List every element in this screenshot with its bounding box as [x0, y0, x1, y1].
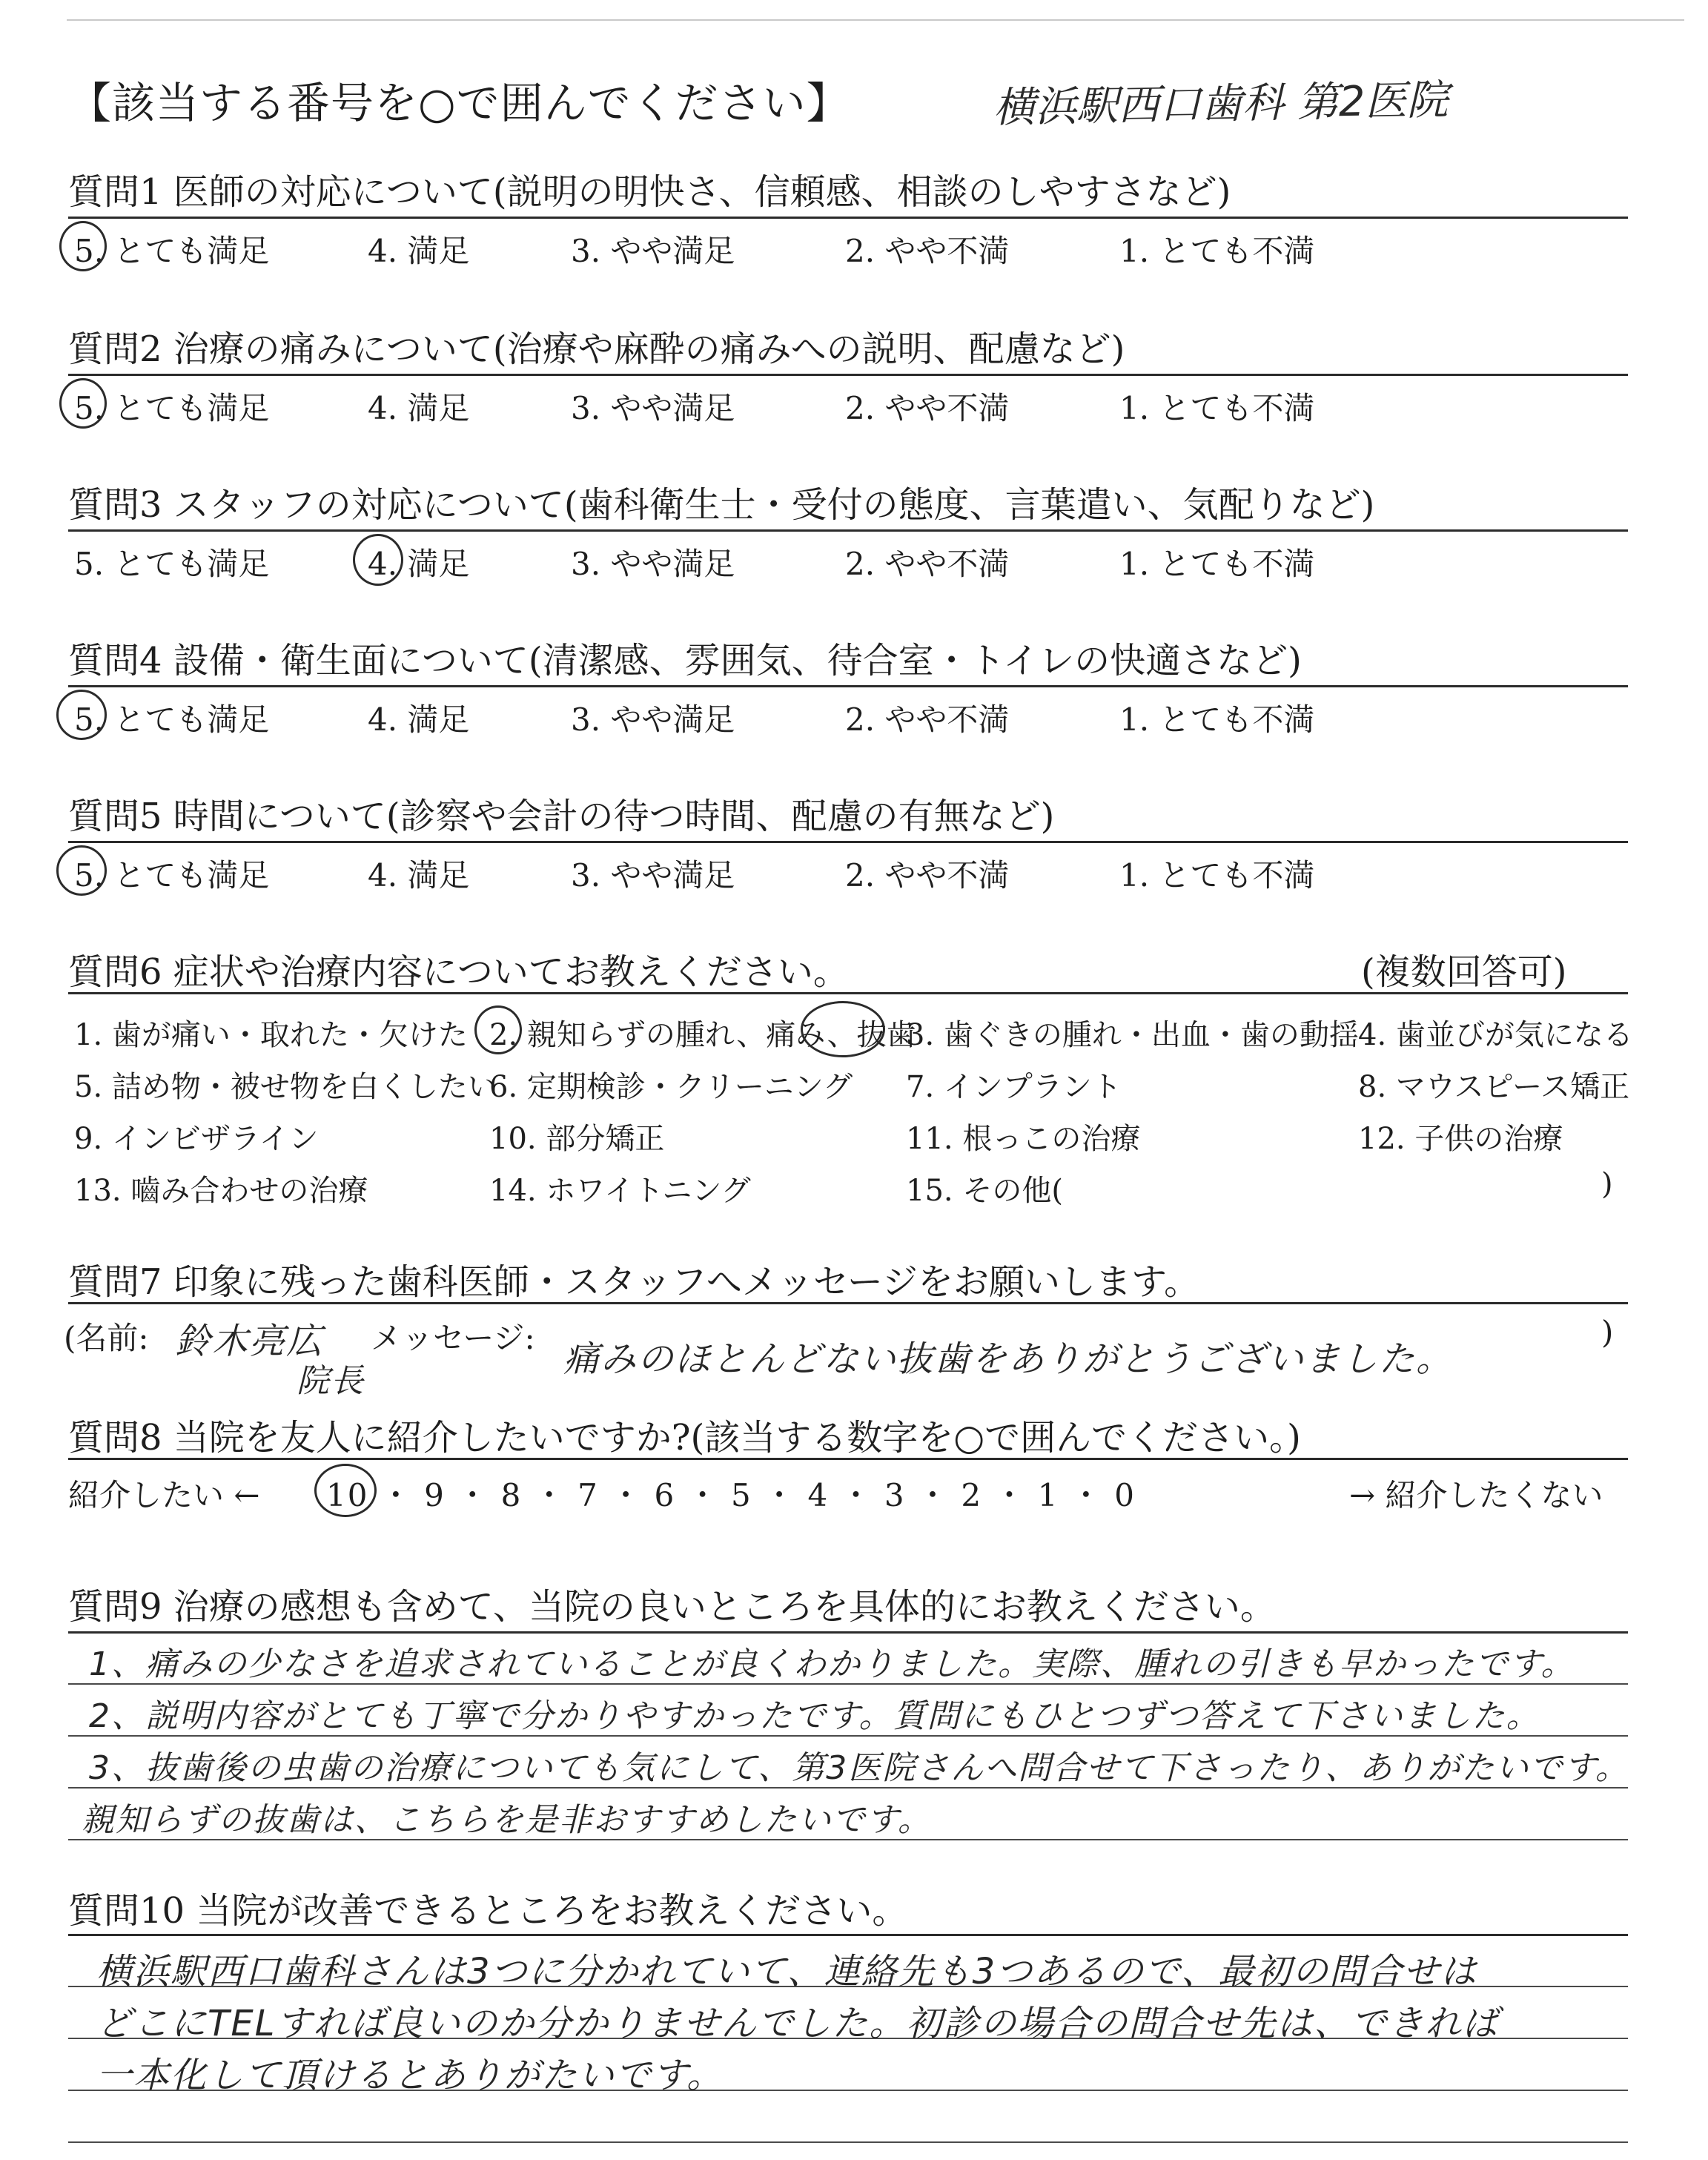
- selection-circle: [56, 845, 107, 896]
- question-7-label: 質問7 印象に残った歯科医師・スタッフへメッセージをお願いします。: [68, 1261, 1200, 1303]
- answer-text[interactable]: 一本化して頂けるとありがたいです。: [96, 2055, 724, 2096]
- recommend-right-label: → 紹介したくない: [1349, 1477, 1603, 1513]
- scale-number[interactable]: 3: [884, 1477, 906, 1513]
- q1-option-4[interactable]: 4. 満足: [368, 233, 470, 269]
- scale-number[interactable]: 6: [654, 1477, 676, 1513]
- scale-number[interactable]: 5: [730, 1477, 752, 1513]
- question-8-rule: [68, 1458, 1628, 1460]
- selection-circle: [801, 1001, 885, 1057]
- question-5-label: 質問5 時間について(診察や会計の待つ時間、配慮の有無など): [68, 796, 1055, 837]
- question-9-label: 質問9 治療の感想も含めて、当院の良いところを具体的にお教えください。: [68, 1586, 1276, 1628]
- question-8-label: 質問8 当院を友人に紹介したいですか?(該当する数字を○で囲んでください。): [68, 1417, 1301, 1459]
- q1-option-2[interactable]: 2. やや不満: [845, 233, 1010, 269]
- question-5-rule: [68, 841, 1628, 843]
- q4-option-2[interactable]: 2. やや不満: [845, 701, 1010, 738]
- q6-option[interactable]: 7. インプラント: [906, 1070, 1122, 1104]
- q1-option-1[interactable]: 1. とても不満: [1119, 233, 1315, 269]
- name-value[interactable]: 鈴木亮広: [175, 1321, 324, 1362]
- answer-text[interactable]: 3、抜歯後の虫歯の治療についても気にして、第3医院さんへ問合せて下さったり、ありがたいです。: [89, 1749, 1629, 1787]
- message-close: ): [1601, 1314, 1614, 1350]
- q6-option[interactable]: 1. 歯が痛い・取れた・欠けた: [74, 1018, 468, 1052]
- question-1-rule: [68, 217, 1628, 219]
- q6-option[interactable]: 13. 嚙み合わせの治療: [74, 1174, 368, 1208]
- selection-circle: [314, 1464, 377, 1517]
- recommend-left-label: 紹介したい ←: [68, 1477, 260, 1513]
- scale-number[interactable]: 10: [326, 1477, 369, 1513]
- question-10-label: 質問10 当院が改善できるところをお教えください。: [68, 1890, 908, 1932]
- q2-option-2[interactable]: 2. やや不満: [845, 390, 1010, 426]
- question-7-rule: [68, 1302, 1628, 1304]
- question-3-rule: [68, 529, 1628, 532]
- question-2-label: 質問2 治療の痛みについて(治療や麻酔の痛みへの説明、配慮など): [68, 328, 1125, 370]
- q2-option-1[interactable]: 1. とても不満: [1119, 390, 1315, 426]
- question-4-rule: [68, 685, 1628, 687]
- selection-circle: [59, 378, 107, 429]
- q5-option-5[interactable]: 5. とても満足: [74, 857, 270, 894]
- scale-number[interactable]: 8: [500, 1477, 523, 1513]
- clinic-name: 横浜駅西口歯科 第2医院: [993, 76, 1449, 133]
- q6-other-close: ): [1601, 1167, 1613, 1201]
- answer-text[interactable]: 横浜駅西口歯科さんは3つに分かれていて、連絡先も3つあるので、最初の問合せは: [96, 1951, 1478, 1992]
- answer-text[interactable]: どこにTELすれば良いのか分かりませんでした。初診の場合の問合せ先は、できれば: [96, 2003, 1500, 2044]
- q6-option[interactable]: 9. インビザライン: [74, 1122, 319, 1156]
- q3-option-2[interactable]: 2. やや不満: [845, 546, 1010, 582]
- answer-text[interactable]: 1、痛みの少なさを追求されていることが良くわかりました。実際、腫れの引きも早かったです。: [89, 1645, 1575, 1683]
- q6-option[interactable]: 8. マウスピース矯正: [1358, 1070, 1630, 1104]
- message-label: メッセージ:: [371, 1320, 535, 1356]
- scale-number[interactable]: 2: [961, 1477, 983, 1513]
- scale-number[interactable]: 1: [1037, 1477, 1059, 1513]
- selection-circle: [59, 221, 107, 271]
- q1-option-5[interactable]: 5. とても満足: [74, 233, 270, 269]
- q5-option-3[interactable]: 3. やや満足: [571, 857, 735, 894]
- q6-option[interactable]: 11. 根っこの治療: [906, 1122, 1141, 1156]
- q4-option-3[interactable]: 3. やや満足: [571, 701, 735, 738]
- selection-circle: [353, 534, 403, 586]
- q6-option[interactable]: 4. 歯並びが気になる: [1358, 1018, 1633, 1052]
- q6-option[interactable]: 2. 親知らずの腫れ、痛み、抜歯: [489, 1018, 916, 1052]
- question-3-label: 質問3 スタッフの対応について(歯科衛生士・受付の態度、言葉遣い、気配りなど): [68, 484, 1375, 526]
- message-value[interactable]: 痛みのほとんどない抜歯をありがとうございました。: [563, 1338, 1454, 1380]
- selection-circle: [56, 690, 107, 740]
- page-title: 【該当する番号を○で囲んでください】: [68, 78, 850, 128]
- q5-option-4[interactable]: 4. 満足: [368, 857, 470, 894]
- name-title: 院長: [297, 1362, 365, 1400]
- q4-option-1[interactable]: 1. とても不満: [1119, 701, 1315, 738]
- question-6-rule: [68, 992, 1628, 994]
- scale-number[interactable]: 4: [807, 1477, 830, 1513]
- answer-line: [68, 2141, 1628, 2143]
- q6-option[interactable]: 14. ホワイトニング: [489, 1174, 751, 1208]
- answer-text[interactable]: 2、説明内容がとても丁寧で分かりやすかったです。質問にもひとつずつ答えて下さいました。: [89, 1697, 1540, 1735]
- q6-option[interactable]: 3. 歯ぐきの腫れ・出血・歯の動揺: [906, 1018, 1359, 1052]
- question-6-label: 質問6 症状や治療内容についてお教えください。: [68, 951, 849, 993]
- q6-option[interactable]: 5. 詰め物・被せ物を白くしたい: [74, 1070, 497, 1104]
- q6-option[interactable]: 10. 部分矯正: [489, 1122, 665, 1156]
- question-10-rule: [68, 1934, 1628, 1936]
- recommend-scale[interactable]: 10 ・ 9 ・ 8 ・ 7 ・ 6 ・ 5 ・ 4 ・ 3 ・ 2 ・ 1 ・ 0: [326, 1477, 1136, 1513]
- question-1-label: 質問1 医師の対応について(説明の明快さ、信頼感、相談のしやすさなど): [68, 171, 1231, 213]
- question-2-rule: [68, 374, 1628, 376]
- question-6-note: (複数回答可): [1361, 951, 1567, 993]
- q6-option[interactable]: 12. 子供の治療: [1358, 1122, 1563, 1156]
- q5-option-2[interactable]: 2. やや不満: [845, 857, 1010, 894]
- q6-option[interactable]: 6. 定期検診・クリーニング: [489, 1070, 853, 1104]
- answer-text[interactable]: 親知らずの抜歯は、こちらを是非おすすめしたいです。: [82, 1801, 932, 1839]
- scale-number[interactable]: 0: [1114, 1477, 1136, 1513]
- q6-option[interactable]: 15. その他(: [906, 1174, 1063, 1208]
- q1-option-3[interactable]: 3. やや満足: [571, 233, 735, 269]
- q3-option-1[interactable]: 1. とても不満: [1119, 546, 1315, 582]
- q2-option-4[interactable]: 4. 満足: [368, 390, 470, 426]
- q2-option-5[interactable]: 5. とても満足: [74, 390, 270, 426]
- question-9-rule: [68, 1631, 1628, 1634]
- q4-option-5[interactable]: 5. とても満足: [74, 701, 270, 738]
- q2-option-3[interactable]: 3. やや満足: [571, 390, 735, 426]
- q3-option-4[interactable]: 4. 満足: [368, 546, 470, 582]
- q5-option-1[interactable]: 1. とても不満: [1119, 857, 1315, 894]
- q3-option-5[interactable]: 5. とても満足: [74, 546, 270, 582]
- scale-number[interactable]: 7: [577, 1477, 599, 1513]
- name-label: (名前:: [64, 1320, 149, 1356]
- selection-circle: [474, 1005, 522, 1054]
- q3-option-3[interactable]: 3. やや満足: [571, 546, 735, 582]
- scale-number[interactable]: 9: [424, 1477, 446, 1513]
- top-border: [67, 19, 1684, 21]
- question-4-label: 質問4 設備・衛生面について(清潔感、雰囲気、待合室・トイレの快適さなど): [68, 640, 1302, 681]
- q4-option-4[interactable]: 4. 満足: [368, 701, 470, 738]
